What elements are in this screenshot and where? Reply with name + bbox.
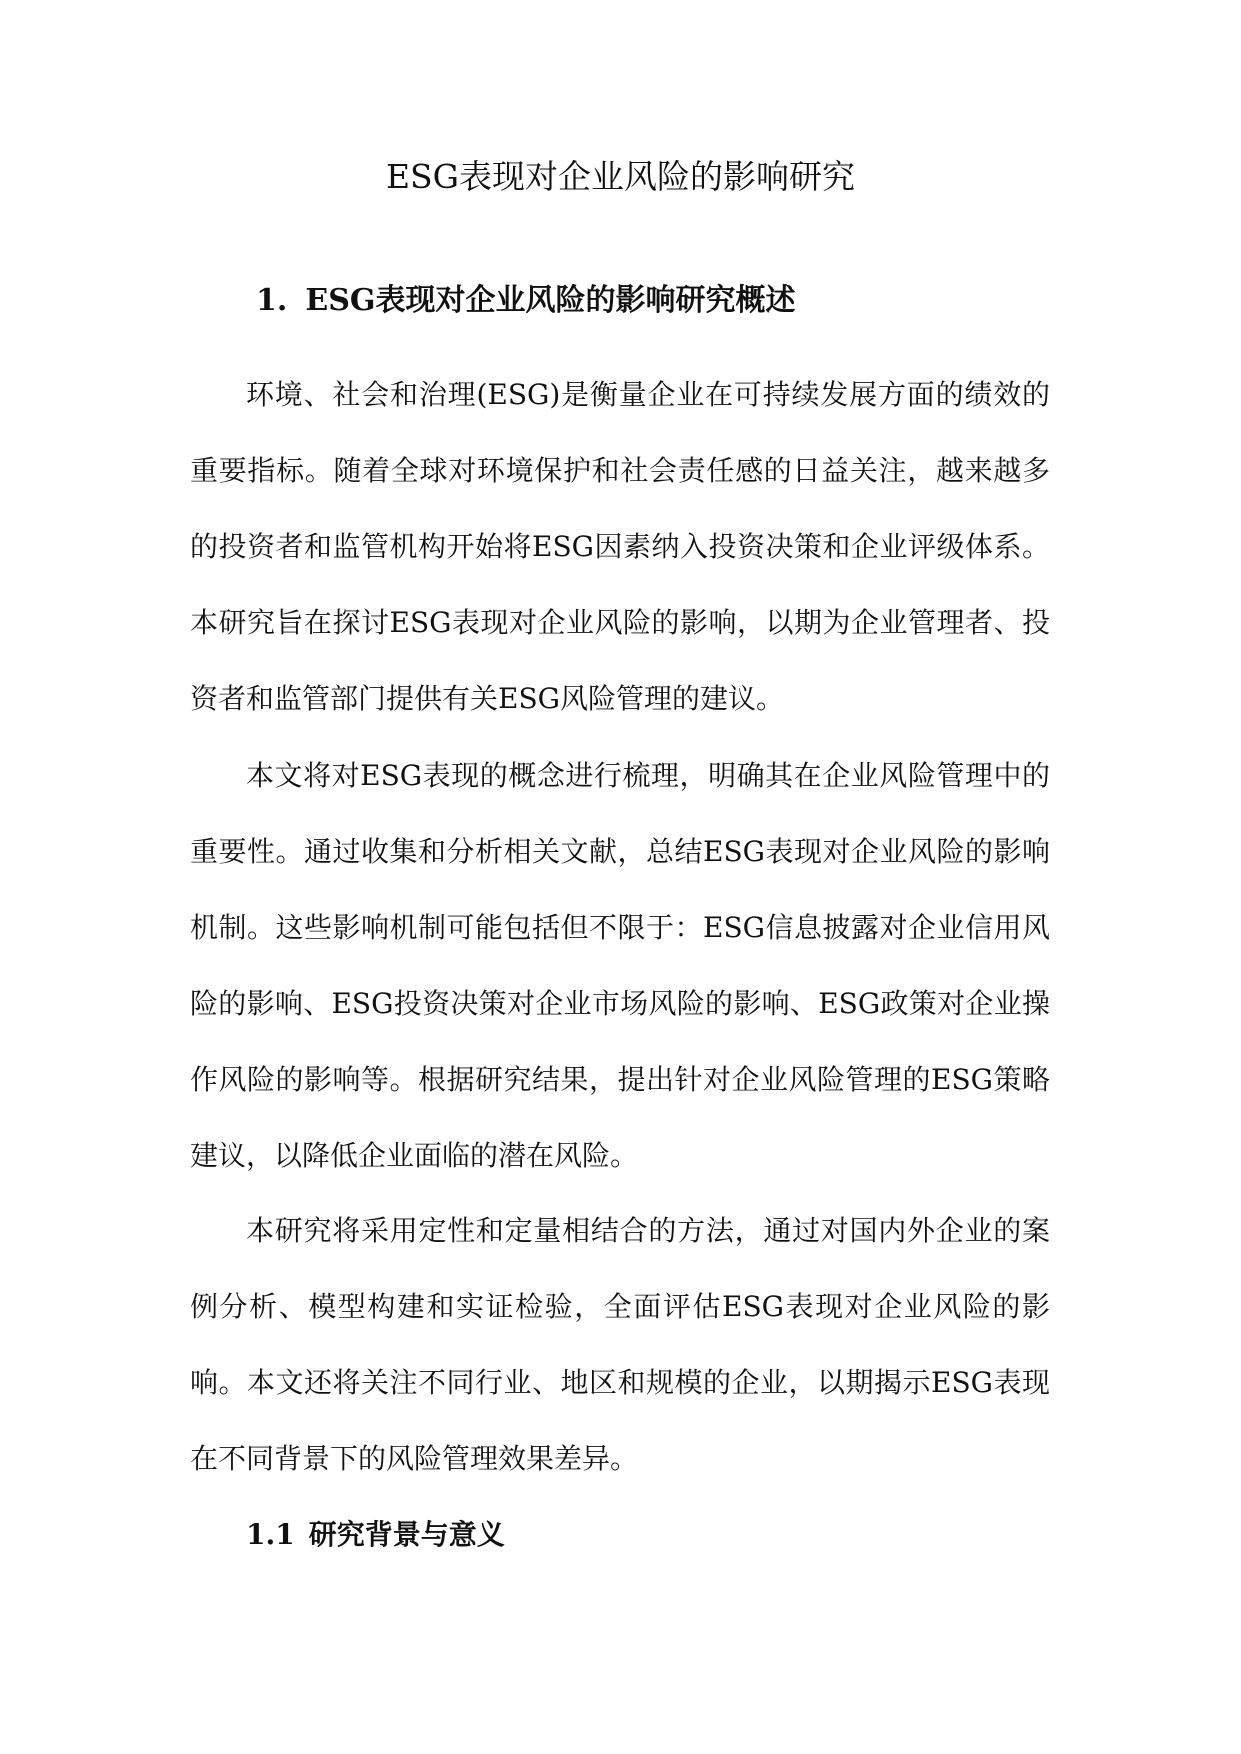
section-number: 1.	[256, 283, 288, 318]
document-title: ESG表现对企业风险的影响研究	[385, 157, 856, 196]
subsection-number: 1.1	[246, 1518, 295, 1551]
subsection-heading	[246, 1513, 505, 1557]
body-paragraph-2: 本文将对ESG表现的概念进行梳理，明确其在企业风险管理中的重要性。通过收集和分析相关文献，总结ESG表现对企业风险的影响机制。这些影响机制可能包括但不限于：ESG信息披露对企业信用风险的影响、ESG投资决策对企业市场风险的影响、ESG政策对企业操作风险的影响等。根据研究结果，提出针对企业风险管理的ESG策略建议，以降低企业面临的潜在风险。	[190, 759, 1050, 1172]
body-paragraph-3: 本研究将采用定性和定量相结合的方法，通过对国内外企业的案例分析、模型构建和实证检验，全面评估ESG表现对企业风险的影响。本文还将关注不同行业、地区和规模的企业，以期揭示ESG表现在不同背景下的风险管理效果差异。	[190, 1214, 1050, 1475]
section-heading	[256, 278, 795, 324]
section-title: ESG表现对企业风险的影响研究概述	[305, 283, 796, 318]
body-paragraph-1: 环境、社会和治理(ESG)是衡量企业在可持续发展方面的绩效的重要指标。随着全球对环境保护和社会责任感的日益关注，越来越多的投资者和监管机构开始将ESG因素纳入投资决策和企业评级体系。本研究旨在探讨ESG表现对企业风险的影响，以期为企业管理者、投资者和监管部门提供有关ESG风险管理的建议。	[190, 378, 1050, 715]
subsection-title: 研究背景与意义	[308, 1518, 505, 1551]
